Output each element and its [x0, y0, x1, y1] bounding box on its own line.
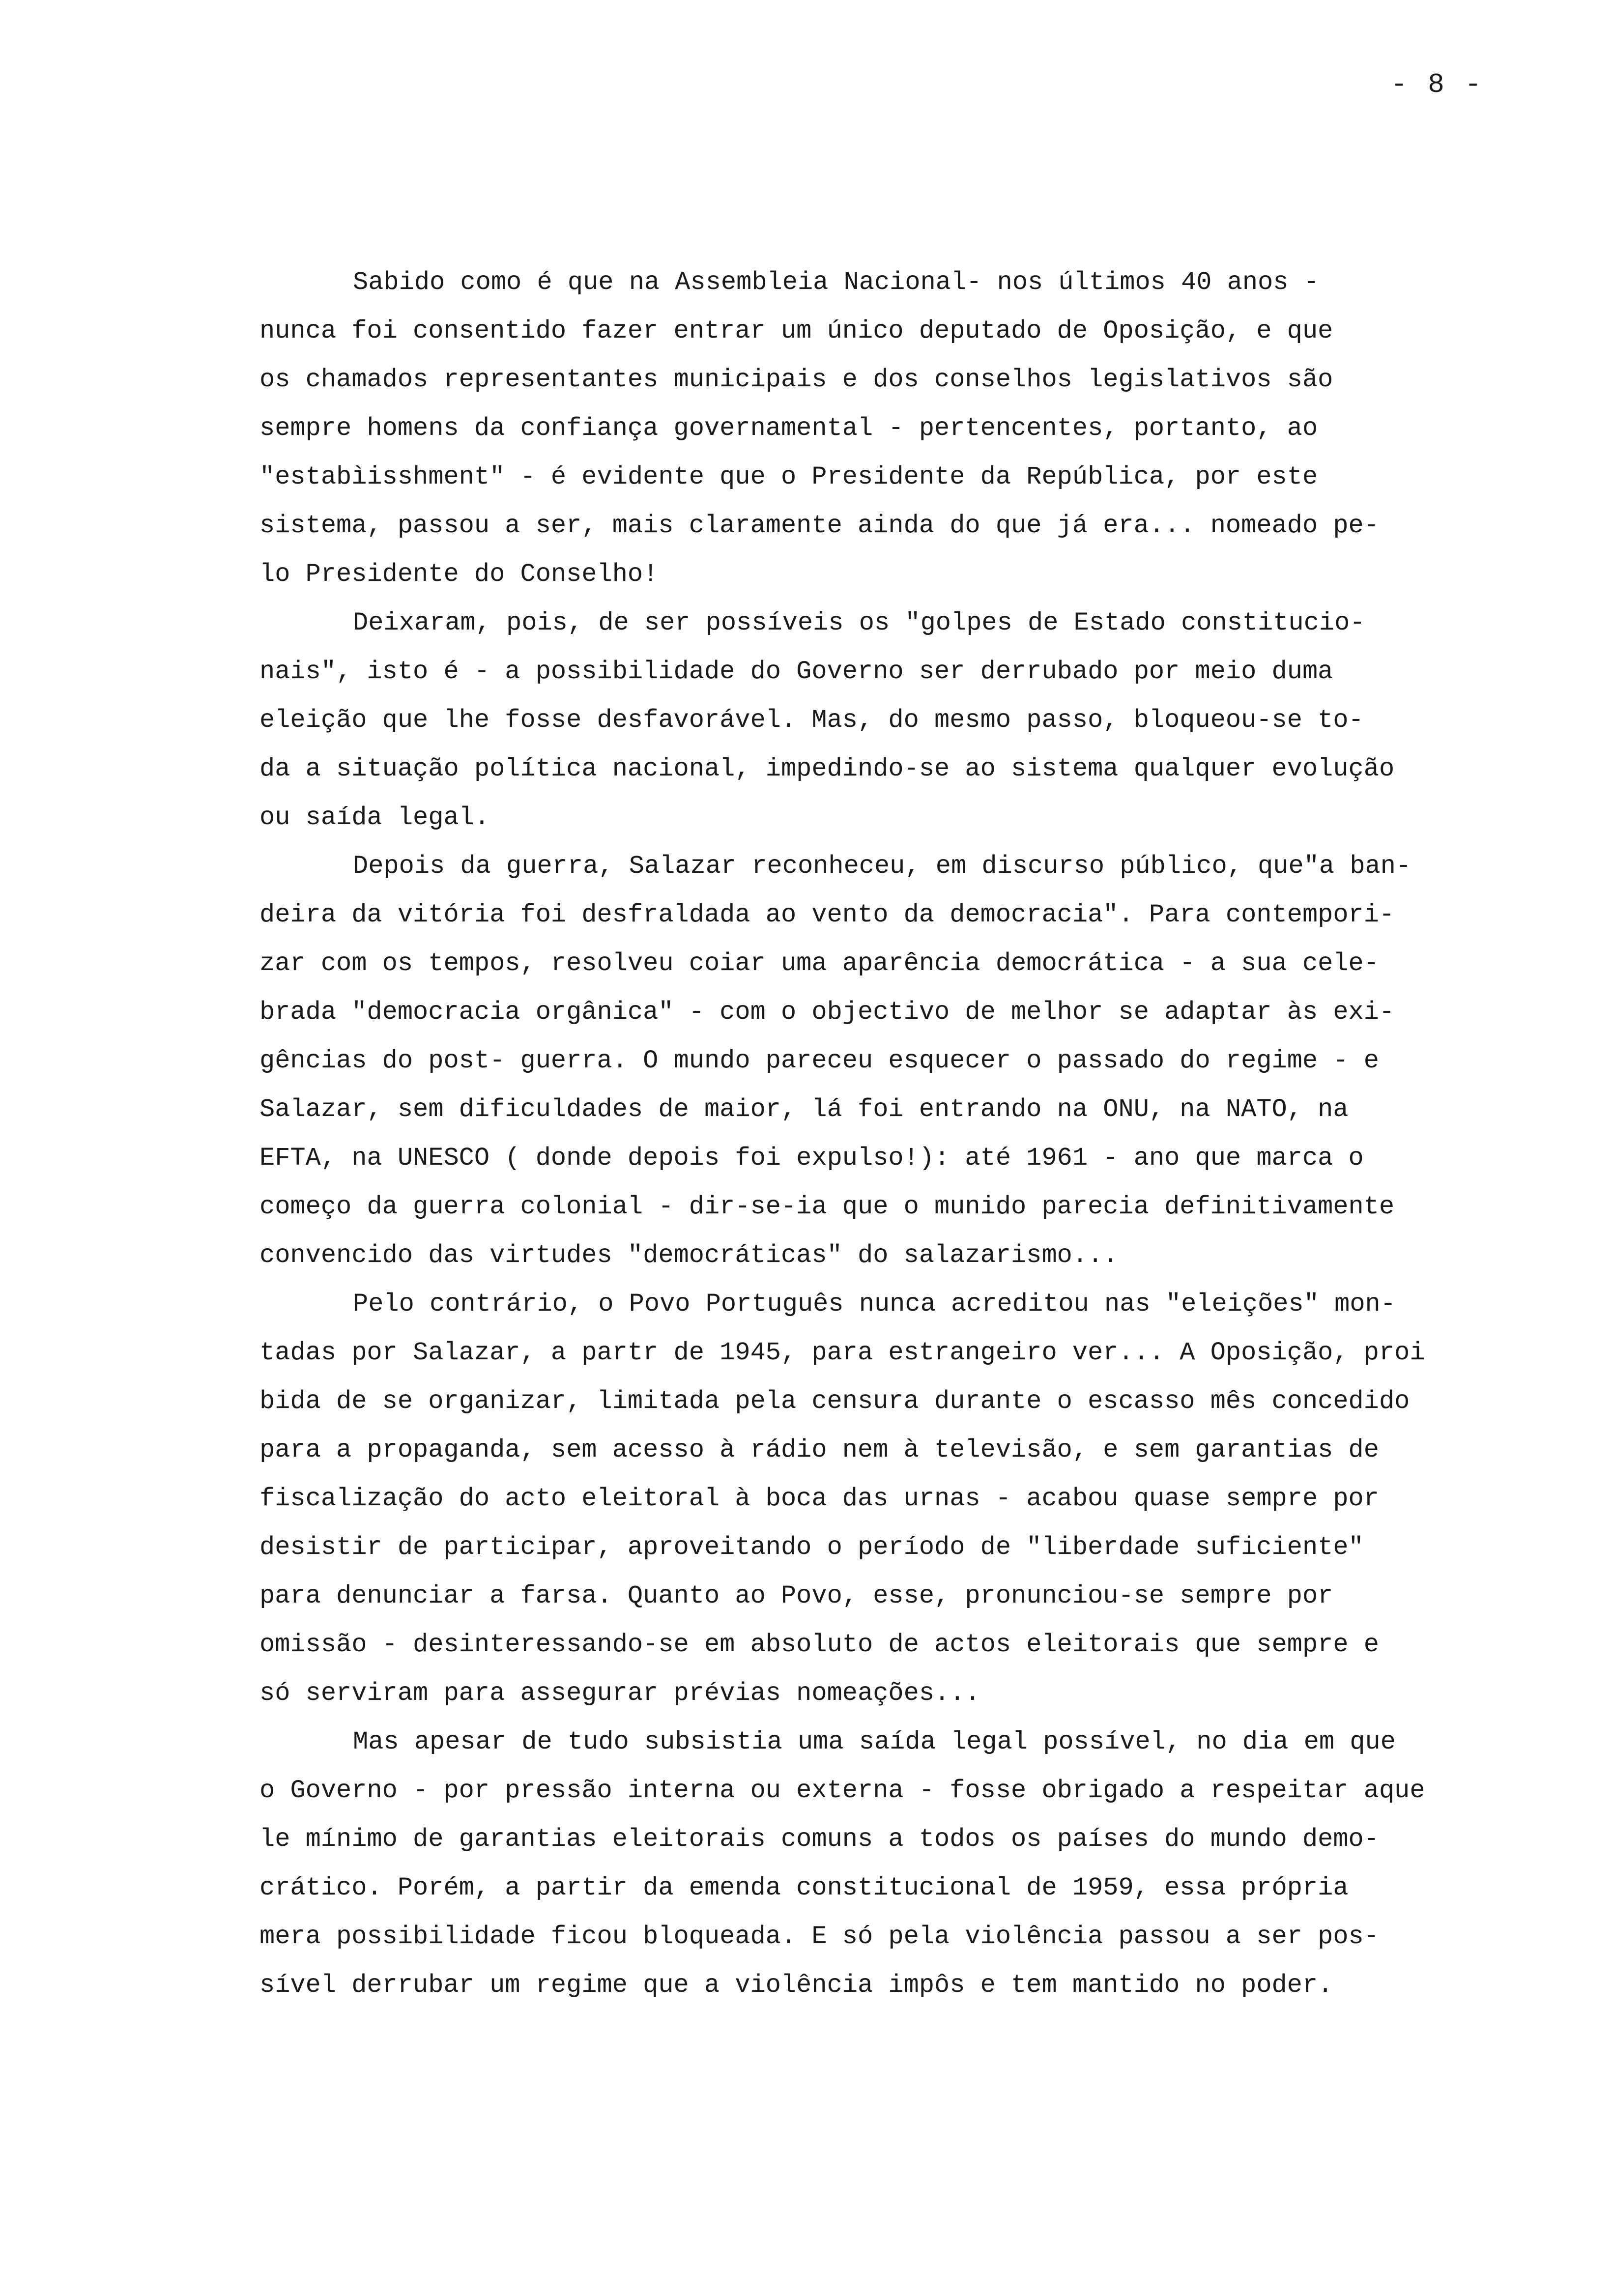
- text-line: tadas por Salazar, a partr de 1945, para estrangeiro ver... A Oposição, proi: [259, 1338, 1425, 1367]
- text-line: nais", isto é - a possibilidade do Governo ser derrubado por meio duma: [259, 657, 1333, 686]
- text-line: desistir de participar, aproveitando o período de "liberdade suficiente": [259, 1533, 1364, 1562]
- text-line: Pelo contrário, o Povo Português nunca acreditou nas "eleições" mon-: [353, 1290, 1396, 1319]
- text-line: brada "democracia orgânica" - com o objectivo de melhor se adaptar às exi-: [259, 998, 1395, 1027]
- text-line: começo da guerra colonial - dir-se-ia que o munido parecia definitivamente: [259, 1192, 1395, 1221]
- text-line: "estabìisshment" - é evidente que o Presidente da República, por este: [259, 462, 1318, 491]
- text-line: o Governo - por pressão interna ou externa - fosse obrigado a respeitar aque: [259, 1776, 1425, 1805]
- text-line: só serviram para assegurar prévias nomeações...: [259, 1679, 980, 1708]
- body-text: [259, 258, 1596, 2009]
- text-line: convencido das virtudes "democráticas" do salazarismo...: [259, 1241, 1119, 1270]
- text-line: eleição que lhe fosse desfavorável. Mas, do mesmo passo, bloqueou-se to-: [259, 706, 1364, 735]
- text-line: para denunciar a farsa. Quanto ao Povo, esse, pronunciou-se sempre por: [259, 1581, 1333, 1610]
- text-line: deira da vitória foi desfraldada ao vento da democracia". Para contempori-: [259, 900, 1395, 929]
- text-line: para a propaganda, sem acesso à rádio nem à televisão, e sem garantias de: [259, 1435, 1379, 1464]
- text-line: nunca foi consentido fazer entrar um único deputado de Oposição, e que: [259, 316, 1333, 345]
- text-line: gências do post- guerra. O mundo pareceu esquecer o passado do regime - e: [259, 1046, 1379, 1075]
- text-line: sistema, passou a ser, mais claramente ainda do que já era... nomeado pe-: [259, 511, 1379, 540]
- text-line: sível derrubar um regime que a violência impôs e tem mantido no poder.: [259, 1971, 1333, 2000]
- text-line: da a situação política nacional, impedindo-se ao sistema qualquer evolução: [259, 754, 1395, 783]
- text-line: mera possibilidade ficou bloqueada. E só pela violência passou a ser pos-: [259, 1922, 1379, 1951]
- text-line: lo Presidente do Conselho!: [259, 560, 659, 589]
- text-line: sempre homens da confiança governamental - pertencentes, portanto, ao: [259, 414, 1318, 443]
- text-line: fiscalização do acto eleitoral à boca das urnas - acabou quase sempre por: [259, 1484, 1379, 1513]
- text-line: ou saída legal.: [259, 803, 490, 832]
- text-line: EFTA, na UNESCO ( donde depois foi expulso!): até 1961 - ano que marca o: [259, 1144, 1364, 1173]
- text-line: os chamados representantes municipais e dos conselhos legislativos são: [259, 365, 1333, 394]
- text-line: Depois da guerra, Salazar reconheceu, em discurso público, que"a ban-: [353, 852, 1411, 881]
- text-line: crático. Porém, a partir da emenda constitucional de 1959, essa própria: [259, 1873, 1349, 1902]
- text-line: zar com os tempos, resolveu coiar uma aparência democrática - a sua cele-: [259, 949, 1379, 978]
- text-line: Salazar, sem dificuldades de maior, lá foi entrando na ONU, na NATO, na: [259, 1095, 1349, 1124]
- text-line: bida de se organizar, limitada pela censura durante o escasso mês concedido: [259, 1387, 1410, 1416]
- text-line: Mas apesar de tudo subsistia uma saída legal possível, no dia em que: [353, 1727, 1396, 1756]
- text-line: Sabido como é que na Assembleia Nacional- nos últimos 40 anos -: [353, 268, 1319, 297]
- text-line: omissão - desinteressando-se em absoluto de actos eleitorais que sempre e: [259, 1630, 1379, 1659]
- text-line: Deixaram, pois, de ser possíveis os "golpes de Estado constitucio-: [353, 608, 1365, 637]
- page-number: - 8 -: [1391, 69, 1484, 100]
- text-line: le mínimo de garantias eleitorais comuns a todos os países do mundo demo-: [259, 1825, 1379, 1854]
